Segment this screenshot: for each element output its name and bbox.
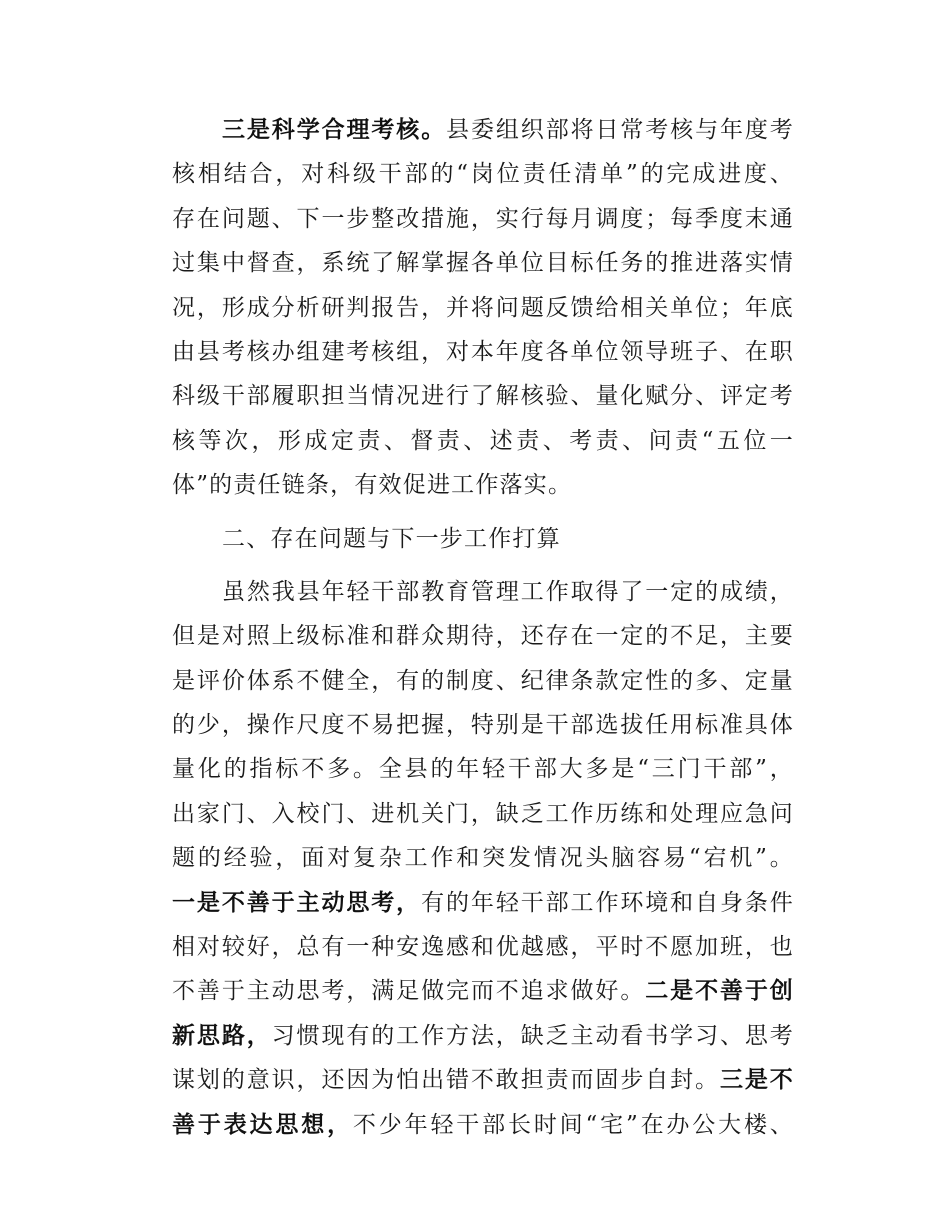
text-line: 量化的指标不多。全县的年轻干部大多是“三门干部”， [172, 756, 794, 783]
text-line [172, 881, 794, 925]
paragraph-problems [172, 570, 794, 1147]
text-line: 体”的责任链条，有效促进工作落实。 [172, 472, 573, 499]
text-span: 习惯现有的工作方法，缺乏主动看书学习、思考 [271, 1022, 794, 1049]
bold-point-two: 二是不善于创 [645, 978, 794, 1005]
text-span: 不少年轻干部长时间“宅”在办公大楼、 [352, 1111, 794, 1138]
text-span: 县委组织部将日常考核与年度考 [446, 117, 794, 143]
text-line [172, 969, 794, 1013]
text-span: 不善于主动思考，满足做完而不追求做好。 [172, 978, 646, 1005]
text-line: 况，形成分析研判报告，并将问题反馈给相关单位；年底 [172, 294, 794, 321]
text-line: 存在问题、下一步整改措施，实行每月调度；每季度末通 [172, 205, 794, 232]
text-line [172, 108, 794, 152]
text-line: 科级干部履职担当情况进行了解核验、量化赋分、评定考 [172, 383, 794, 410]
text-line: 但是对照上级标准和群众期待，还存在一定的不足，主要 [172, 623, 794, 650]
text-line: 是评价体系不健全，有的制度、纪律条款定性的多、定量 [172, 667, 794, 694]
text-line: 过集中督查，系统了解掌握各单位目标任务的推进落实情 [172, 250, 794, 277]
bold-point-three-cont: 善于表达思想， [172, 1111, 353, 1138]
bold-lead: 三是科学合理考核。 [222, 117, 447, 143]
text-line [172, 1103, 794, 1147]
text-span: 谋划的意识，还因为怕出错不敢担责而固步自封。 [172, 1067, 720, 1094]
text-line: 出家门、入校门、进机关门，缺乏工作历练和处理应急问 [172, 800, 794, 827]
text-line: 核相结合，对科级干部的“岗位责任清单”的完成进度、 [172, 161, 794, 188]
bold-point-two-cont: 新思路， [172, 1022, 272, 1049]
text-line: 相对较好，总有一种安逸感和优越感，平时不愿加班，也 [172, 934, 794, 961]
text-line: 核等次，形成定责、督责、述责、考责、问责“五位一 [172, 427, 794, 454]
text-line [172, 1058, 794, 1102]
bold-point-one: 一是不善于主动思考， [172, 889, 422, 916]
paragraph-assessment [172, 108, 794, 508]
text-span: 有的年轻干部工作环境和自身条件 [421, 889, 795, 916]
text-line [172, 1014, 794, 1058]
section-heading: 二、存在问题与下一步工作打算 [222, 525, 561, 552]
text-line: 由县考核办组建考核组，对本年度各单位领导班子、在职 [172, 338, 794, 365]
document-body [172, 108, 794, 1147]
text-line: 虽然我县年轻干部教育管理工作取得了一定的成绩， [222, 578, 794, 605]
bold-point-three: 三是不 [719, 1067, 794, 1094]
text-line: 题的经验，面对复杂工作和突发情况头脑容易“宕机”。 [172, 845, 794, 872]
text-line: 的少，操作尺度不易把握，特别是干部选拔任用标准具体 [172, 712, 794, 739]
